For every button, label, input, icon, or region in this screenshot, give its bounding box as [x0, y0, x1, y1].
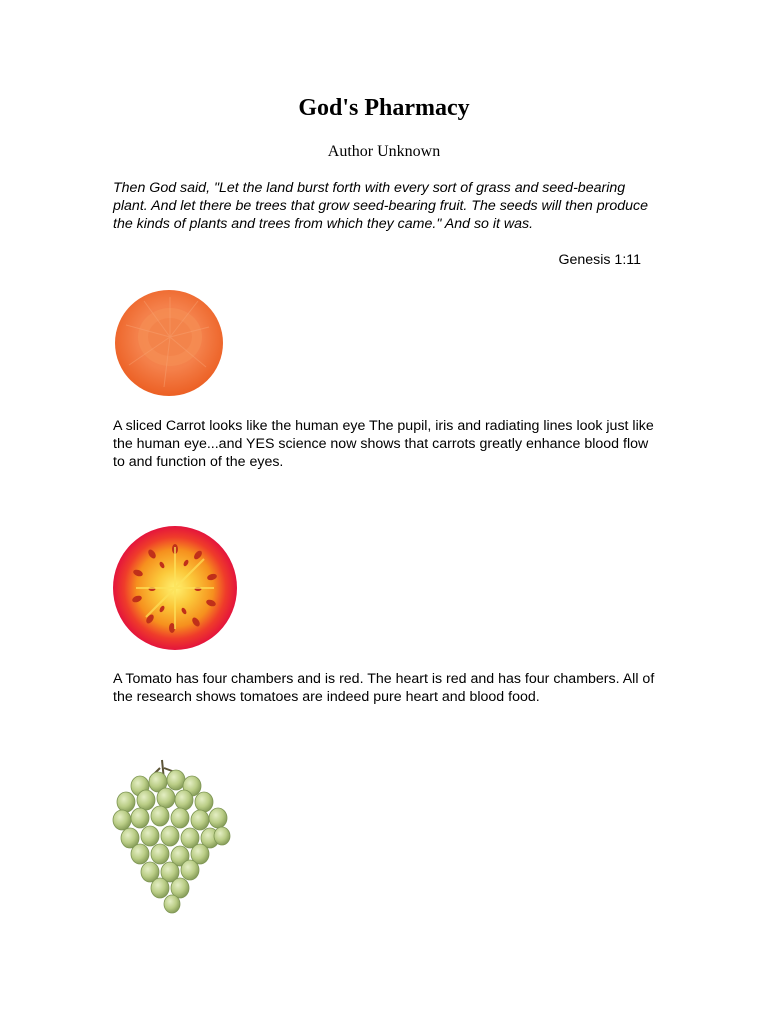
scripture-quote: Then God said, "Let the land burst forth with every sort of grass and seed-bearing plant. And let there be trees that grow seed-bearing fruit. The seeds will then produce the kinds of plants and trees from which they came." And so it was. — [113, 180, 648, 232]
tomato-slice-image — [112, 525, 238, 651]
tomato-description: A Tomato has four chambers and is red. The heart is red and has four chambers. All of the research shows tomatoes are indeed pure heart and blood food. — [113, 671, 655, 705]
carrot-description: A sliced Carrot looks like the human eye The pupil, iris and radiating lines look just like the human eye...and YES science now shows that carrots greatly enhance blood flow to and function of the eyes. — [113, 418, 654, 470]
carrot-slice-image — [114, 287, 224, 397]
document-title: God's Pharmacy — [298, 95, 470, 121]
grape-bunch-image — [110, 758, 234, 914]
document-author: Author Unknown — [327, 143, 441, 160]
scripture-reference: Genesis 1:11 — [558, 252, 641, 268]
